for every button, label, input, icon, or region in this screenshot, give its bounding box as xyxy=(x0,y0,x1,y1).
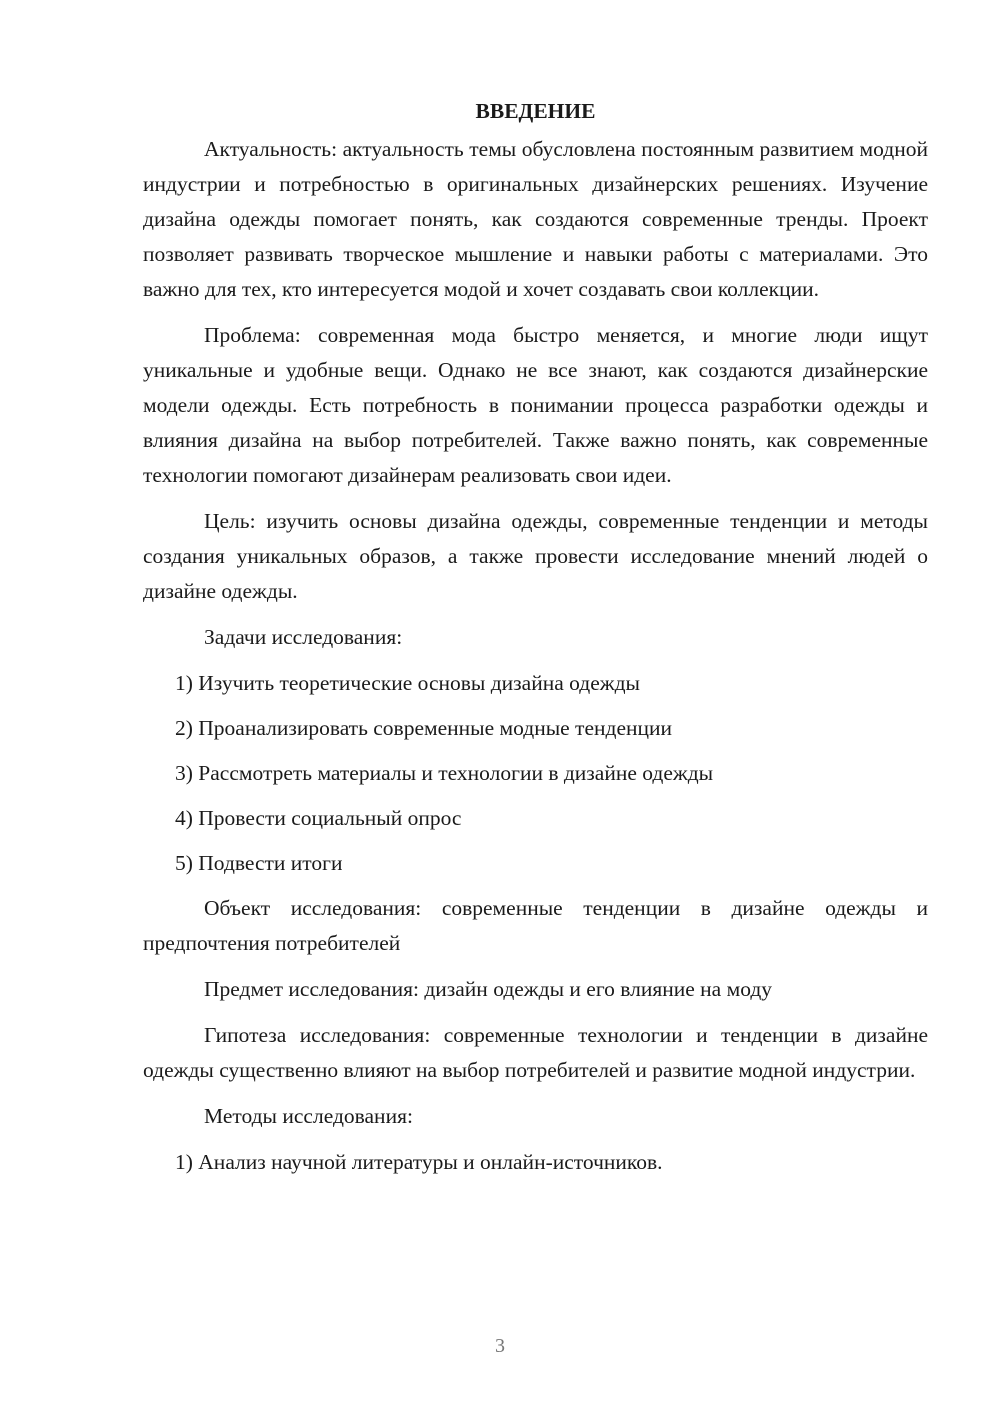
task-item: 2) Проанализировать современные модные тенденции xyxy=(175,716,673,740)
page-number: 3 xyxy=(495,1335,505,1357)
goal-paragraph: Цель: изучить основы дизайна одежды, современные тенденции и методы создания уникальных образов, а также провести исследование мнений людей о дизайне одежды. xyxy=(143,509,928,603)
task-item: 1) Изучить теоретические основы дизайна одежды xyxy=(175,671,641,695)
methods-list xyxy=(143,1145,928,1180)
task-item: 3) Рассмотреть материалы и технологии в дизайне одежды xyxy=(175,761,714,785)
tasks-heading: Задачи исследования: xyxy=(204,625,403,649)
task-item: 5) Подвести итоги xyxy=(175,851,343,875)
subject-paragraph: Предмет исследования: дизайн одежды и его влияние на моду xyxy=(204,977,773,1001)
relevance-paragraph: Актуальность: актуальность темы обусловлена постоянным развитием модной индустрии и потребностью в оригинальных дизайнерских решениях. Изучение дизайна одежды помогает понять, как создаются современные тренды. Проект позволяет развивать творческое мышление и навыки работы с материалами. Это важно для тех, кто интересуется модой и хочет создавать свои коллекции. xyxy=(143,137,928,301)
problem-paragraph: Проблема: современная мода быстро меняется, и многие люди ищут уникальные и удобные вещи. Однако не все знают, как создаются дизайнерские модели одежды. Есть потребность в понимании процесса разработки одежды и влияния дизайна на выбор потребителей. Также важно понять, как современные технологии помогают дизайнерам реализовать свои идеи. xyxy=(143,323,928,487)
methods-heading: Методы исследования: xyxy=(204,1104,413,1128)
object-paragraph: Объект исследования: современные тенденции в дизайне одежды и предпочтения потребителей xyxy=(143,896,928,955)
hypothesis-paragraph: Гипотеза исследования: современные технологии и тенденции в дизайне одежды существенно влияют на выбор потребителей и развитие модной индустрии. xyxy=(143,1023,928,1082)
task-item: 4) Провести социальный опрос xyxy=(175,806,462,830)
document-page xyxy=(143,96,928,1190)
tasks-list xyxy=(143,666,928,881)
method-item: 1) Анализ научной литературы и онлайн-источников. xyxy=(175,1150,663,1174)
section-title: ВВЕДЕНИЕ xyxy=(475,99,596,123)
